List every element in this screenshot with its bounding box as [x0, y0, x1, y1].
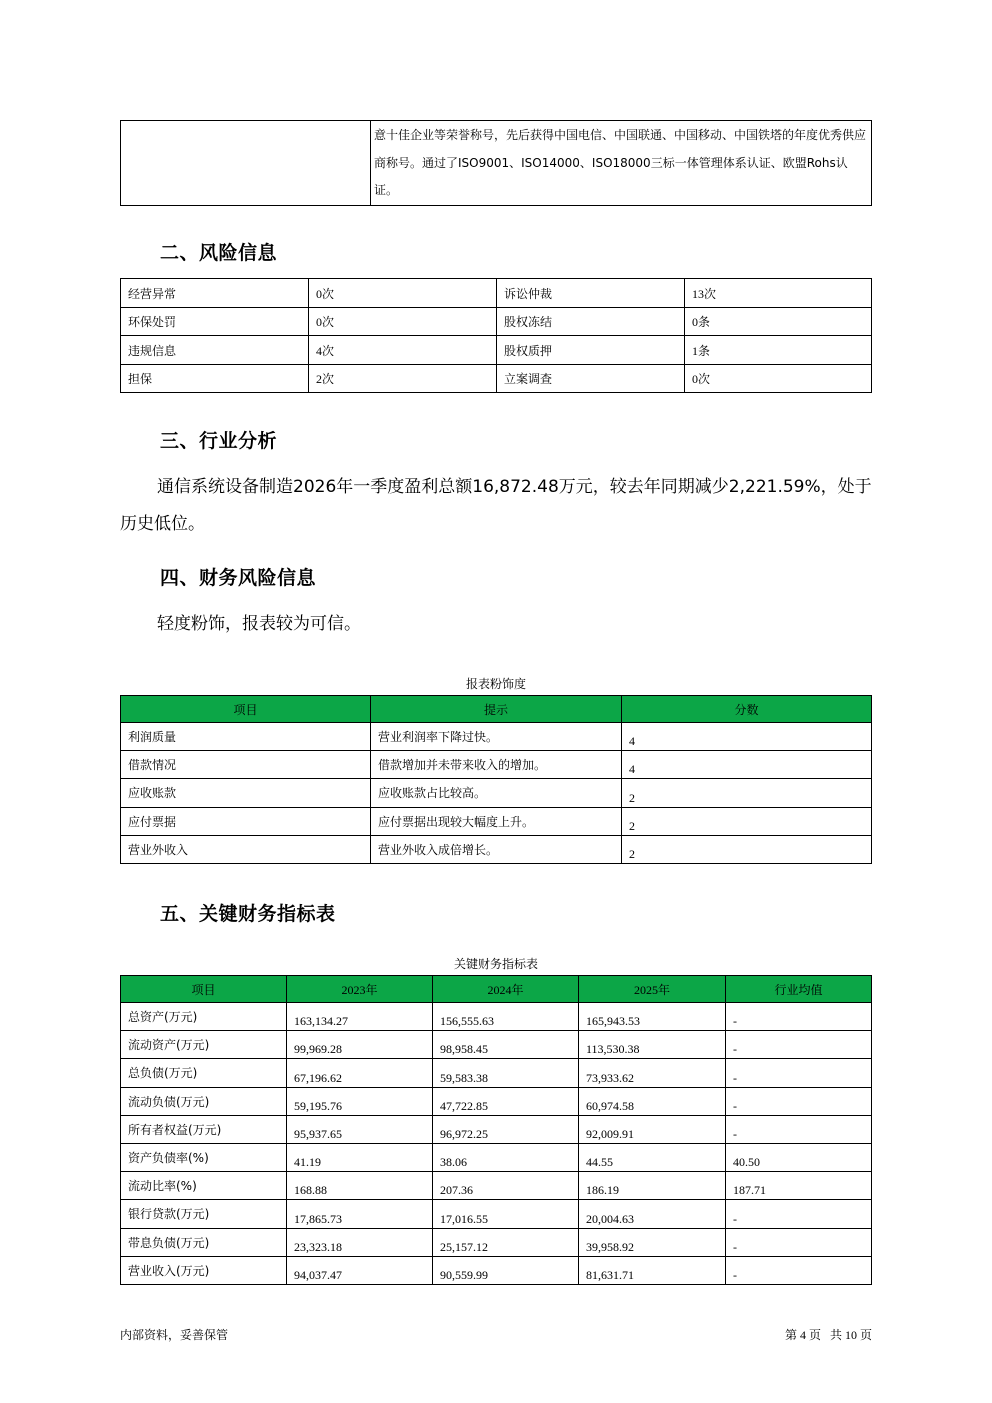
whitewash-item: 借款情况: [121, 751, 371, 779]
key-metrics-2024: 156,555.63: [433, 1003, 579, 1031]
intro-text-cell: [371, 121, 872, 206]
key-metrics-2024: 98,958.45: [433, 1031, 579, 1059]
whitewash-hint: 营业利润率下降过快。: [371, 723, 622, 751]
whitewash-hint: 营业外收入成倍增长。: [371, 835, 622, 863]
whitewash-item: 应付票据: [121, 807, 371, 835]
key-metrics-2023: 41.19: [287, 1143, 433, 1171]
whitewash-hint: 应收账款占比较高。: [371, 779, 622, 807]
whitewash-header-row: [121, 696, 872, 723]
key-metrics-industry-avg: 40.50: [726, 1143, 872, 1171]
key-metrics-item: 营业收入(万元): [121, 1256, 287, 1284]
key-metrics-2025: 92,009.91: [579, 1115, 726, 1143]
intro-label-cell: [121, 121, 371, 206]
whitewash-item: 应收账款: [121, 779, 371, 807]
whitewash-table: [120, 695, 872, 864]
intro-text: 意十佳企业等荣誉称号，先后获得中国电信、中国联通、中国移动、中国铁塔的年度优秀供应商称号。通过了ISO9001、ISO14000、ISO18000三标一体管理体系认证、欧盟Rohs认证。: [374, 128, 867, 197]
whitewash-score: 4: [622, 751, 872, 779]
key-metrics-row: [121, 1256, 872, 1284]
key-metrics-2023: 17,865.73: [287, 1200, 433, 1228]
key-metrics-row: [121, 1115, 872, 1143]
footer-page-number: 第 4 页 共 10 页: [784, 1328, 872, 1342]
risk-label: 股权质押: [497, 336, 685, 365]
risk-label: 立案调查: [497, 364, 685, 393]
key-metrics-2023: 94,037.47: [287, 1256, 433, 1284]
whitewash-row: [121, 723, 872, 751]
risk-row: [121, 307, 872, 336]
key-metrics-item: 流动负债(万元): [121, 1087, 287, 1115]
risk-label: 经营异常: [121, 279, 309, 308]
risk-table: [120, 278, 872, 393]
key-metrics-2025: 73,933.62: [579, 1059, 726, 1087]
whitewash-header-score: 分数: [622, 696, 872, 723]
footer-confidential-note: 内部资料，妥善保管: [120, 1328, 229, 1342]
key-metrics-2024: 25,157.12: [433, 1228, 579, 1256]
key-metrics-header-2024: 2024年: [433, 976, 579, 1003]
key-metrics-industry-avg: -: [726, 1200, 872, 1228]
key-metrics-header-row: [121, 976, 872, 1003]
key-metrics-table-body: [121, 1003, 872, 1285]
financial-risk-heading: 四、财务风险信息: [160, 567, 317, 589]
key-metrics-header-2023: 2023年: [287, 976, 433, 1003]
key-metrics-2023: 99,969.28: [287, 1031, 433, 1059]
risk-label: 担保: [121, 364, 309, 393]
key-metrics-row: [121, 1143, 872, 1171]
key-metrics-2023: 163,134.27: [287, 1003, 433, 1031]
whitewash-caption: 报表粉饰度: [465, 677, 526, 691]
risk-value: 2次: [309, 364, 497, 393]
key-metrics-2023: 59,195.76: [287, 1087, 433, 1115]
key-metrics-2025: 39,958.92: [579, 1228, 726, 1256]
whitewash-header-hint: 提示: [371, 696, 622, 723]
whitewash-header-item: 项目: [121, 696, 371, 723]
key-metrics-2024: 59,583.38: [433, 1059, 579, 1087]
risk-label: 诉讼仲裁: [497, 279, 685, 308]
key-metrics-item: 带息负债(万元): [121, 1228, 287, 1256]
key-metrics-2023: 168.88: [287, 1172, 433, 1200]
whitewash-row: [121, 779, 872, 807]
financial-risk-paragraph: 轻度粉饰，报表较为可信。: [157, 614, 361, 634]
key-metrics-industry-avg: -: [726, 1115, 872, 1143]
industry-heading: 三、行业分析: [160, 430, 278, 452]
whitewash-item: 营业外收入: [121, 835, 371, 863]
key-metrics-caption: 关键财务指标表: [453, 957, 538, 971]
key-metrics-2024: 47,722.85: [433, 1087, 579, 1115]
whitewash-row: [121, 835, 872, 863]
intro-row: [121, 121, 872, 206]
key-metrics-item: 所有者权益(万元): [121, 1115, 287, 1143]
key-metrics-2025: 20,004.63: [579, 1200, 726, 1228]
key-metrics-2025: 44.55: [579, 1143, 726, 1171]
key-metrics-item: 流动比率(%): [121, 1172, 287, 1200]
whitewash-row: [121, 751, 872, 779]
key-metrics-row: [121, 1228, 872, 1256]
key-metrics-item: 总资产(万元): [121, 1003, 287, 1031]
key-metrics-header-item: 项目: [121, 976, 287, 1003]
key-metrics-row: [121, 1172, 872, 1200]
risk-label: 环保处罚: [121, 307, 309, 336]
risk-value: 0次: [309, 279, 497, 308]
key-metrics-row: [121, 1031, 872, 1059]
whitewash-hint: 应付票据出现较大幅度上升。: [371, 807, 622, 835]
key-metrics-row: [121, 1087, 872, 1115]
risk-value: 4次: [309, 336, 497, 365]
key-metrics-2024: 96,972.25: [433, 1115, 579, 1143]
key-metrics-2023: 95,937.65: [287, 1115, 433, 1143]
industry-paragraph: 通信系统设备制造2026年一季度盈利总额16,872.48万元，较去年同期减少2,221.59%，处于历史低位。: [120, 477, 872, 534]
risk-value: 0条: [685, 307, 872, 336]
risk-label: 股权冻结: [497, 307, 685, 336]
key-metrics-2025: 81,631.71: [579, 1256, 726, 1284]
key-metrics-row: [121, 1200, 872, 1228]
key-metrics-industry-avg: -: [726, 1228, 872, 1256]
key-metrics-2025: 186.19: [579, 1172, 726, 1200]
key-metrics-2023: 23,323.18: [287, 1228, 433, 1256]
whitewash-score: 4: [622, 723, 872, 751]
key-metrics-2023: 67,196.62: [287, 1059, 433, 1087]
key-metrics-row: [121, 1003, 872, 1031]
risk-row: [121, 279, 872, 308]
risk-heading: 二、风险信息: [160, 242, 278, 264]
risk-label: 违规信息: [121, 336, 309, 365]
key-metrics-industry-avg: -: [726, 1031, 872, 1059]
whitewash-table-body: [121, 723, 872, 864]
whitewash-score: 2: [622, 779, 872, 807]
key-metrics-2025: 60,974.58: [579, 1087, 726, 1115]
key-metrics-2025: 165,943.53: [579, 1003, 726, 1031]
risk-table-body: [121, 279, 872, 393]
key-metrics-industry-avg: 187.71: [726, 1172, 872, 1200]
whitewash-hint: 借款增加并未带来收入的增加。: [371, 751, 622, 779]
key-metrics-2024: 90,559.99: [433, 1256, 579, 1284]
whitewash-score: 2: [622, 807, 872, 835]
key-metrics-2024: 17,016.55: [433, 1200, 579, 1228]
key-metrics-item: 流动资产(万元): [121, 1031, 287, 1059]
key-metrics-industry-avg: -: [726, 1256, 872, 1284]
key-metrics-2024: 207.36: [433, 1172, 579, 1200]
key-metrics-industry-avg: -: [726, 1003, 872, 1031]
key-metrics-heading: 五、关键财务指标表: [160, 903, 336, 925]
key-metrics-2025: 113,530.38: [579, 1031, 726, 1059]
key-metrics-2024: 38.06: [433, 1143, 579, 1171]
risk-row: [121, 364, 872, 393]
key-metrics-item: 总负债(万元): [121, 1059, 287, 1087]
key-metrics-row: [121, 1059, 872, 1087]
whitewash-item: 利润质量: [121, 723, 371, 751]
key-metrics-header-industry-avg: 行业均值: [726, 976, 872, 1003]
key-metrics-table: [120, 975, 872, 1285]
risk-value: 1条: [685, 336, 872, 365]
whitewash-score: 2: [622, 835, 872, 863]
risk-row: [121, 336, 872, 365]
key-metrics-industry-avg: -: [726, 1087, 872, 1115]
key-metrics-item: 银行贷款(万元): [121, 1200, 287, 1228]
risk-value: 0次: [309, 307, 497, 336]
key-metrics-item: 资产负债率(%): [121, 1143, 287, 1171]
key-metrics-industry-avg: -: [726, 1059, 872, 1087]
key-metrics-header-2025: 2025年: [579, 976, 726, 1003]
whitewash-row: [121, 807, 872, 835]
risk-value: 13次: [685, 279, 872, 308]
risk-value: 0次: [685, 364, 872, 393]
intro-table: [120, 120, 872, 206]
